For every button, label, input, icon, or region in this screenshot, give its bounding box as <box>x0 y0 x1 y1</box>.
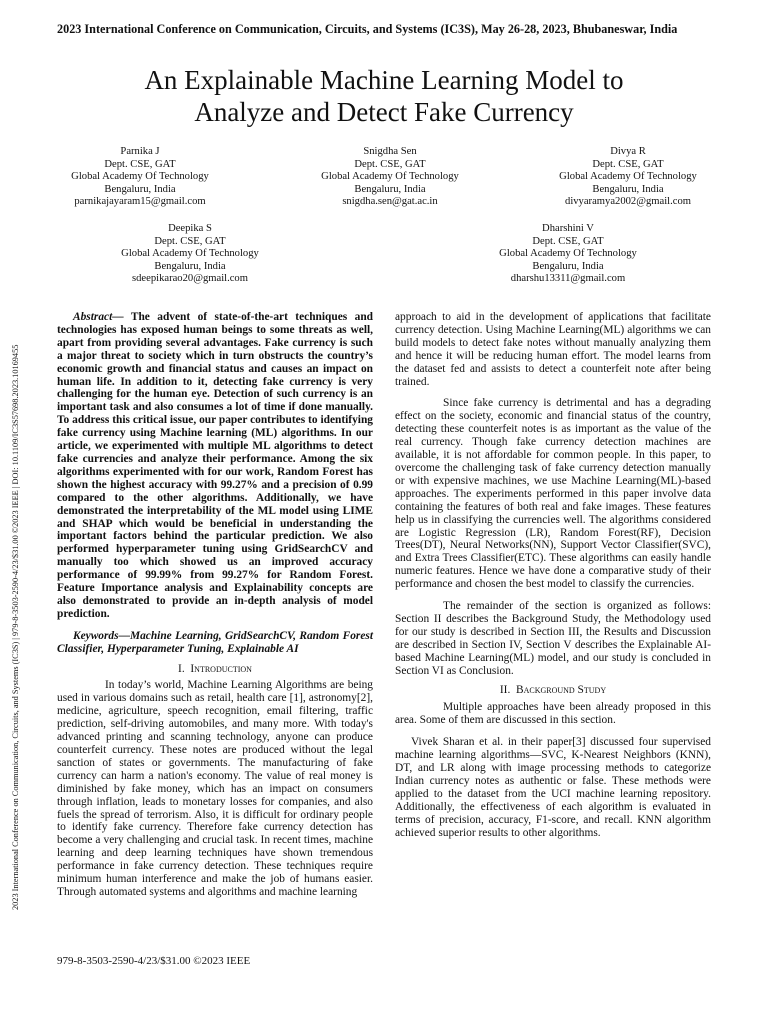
author-location: Bengaluru, India <box>532 260 604 272</box>
author-name: Deepika S <box>168 223 212 234</box>
author-org: Global Academy Of Technology <box>71 171 209 183</box>
author-location: Bengaluru, India <box>104 183 176 195</box>
keywords: Keywords—Machine Learning, GridSearchCV, Random Forest Classifier, Hyperparameter Tuning, Explainable AI <box>57 629 373 655</box>
author-block-1 <box>50 146 230 209</box>
author-dept: Dept. CSE, GAT <box>592 158 664 170</box>
right-paragraph-1: approach to aid in the development of applications that facilitate currency detection. Using Machine Learning(ML) algorithms we can build models to detect fake notes without manually analyzing them and hence it will be reducing human effort. The model learns from the dataset fed and assists to detect a counterfeit note after being trained. <box>395 311 711 388</box>
author-name: Parnika J <box>120 146 160 157</box>
right-column <box>395 311 711 839</box>
abstract-label: Abstract— <box>73 311 124 323</box>
side-doi-strip: 2023 International Conference on Communication, Circuits, and Systems (IC3S) | 979-8-3503-2590-4/23/$31.00 ©2023 IEEE | DOI: 10.1109/IC3S57698.2023.10169455 <box>11 344 20 910</box>
author-org: Global Academy Of Technology <box>121 248 259 260</box>
author-block-2 <box>300 146 480 209</box>
author-org: Global Academy Of Technology <box>499 248 637 260</box>
abstract <box>57 311 373 621</box>
author-org: Global Academy Of Technology <box>559 171 697 183</box>
author-location: Bengaluru, India <box>592 183 664 195</box>
author-email[interactable]: sdeepikarao20@gmail.com <box>132 273 248 285</box>
author-name: Divya R <box>610 146 646 157</box>
footer-copyright: 979-8-3503-2590-4/23/$31.00 ©2023 IEEE <box>57 955 251 967</box>
author-email[interactable]: parnikajayaram15@gmail.com <box>74 196 206 208</box>
author-dept: Dept. CSE, GAT <box>154 235 226 247</box>
author-email[interactable]: divyaramya2002@gmail.com <box>565 196 691 208</box>
right-paragraph-3: The remainder of the section is organized as follows: Section II describes the Background Study, the Methodology used for our study is described in Section III, the Results and Discussion are described in Section IV, Section V describes the Explainable AI-based Machine Learning(ML) model, and our study is concluded in Section VI as Conclusion. <box>395 600 711 677</box>
author-location: Bengaluru, India <box>154 260 226 272</box>
author-org: Global Academy Of Technology <box>321 171 459 183</box>
author-email[interactable]: dharshu13311@gmail.com <box>510 273 626 285</box>
author-block-5 <box>478 223 658 286</box>
author-location: Bengaluru, India <box>354 183 426 195</box>
author-name: Snigdha Sen <box>363 146 417 157</box>
author-name: Dharshini V <box>542 223 594 234</box>
title-line-1: An Explainable Machine Learning Model to <box>144 65 624 95</box>
section-heading-background: II. Background Study <box>499 684 607 697</box>
author-dept: Dept. CSE, GAT <box>532 235 604 247</box>
author-dept: Dept. CSE, GAT <box>104 158 176 170</box>
author-block-4 <box>100 223 280 286</box>
left-column <box>57 311 373 899</box>
intro-paragraph: In today’s world, Machine Learning Algorithms are being used in various domains such as retail, health care [1], astronomy[2], medicine, agriculture, speech recognition, email filtering, traffic prediction, self-driving automobiles, and many more. With today's advanced printing and scanning technology, anyone can produce counterfeit currency. These notes are produced without the legal sanction of states or governments. The manufacturing of fake currency can harm a nation's economy. The value of real money is diminished by fake money, which has an impact on consumers through inflation, leads to monetary losses for companies, and also fuels the spread of terrorism. Also, it is difficult for ordinary people to identify fake currency. Therefore fake currency detection has become a very challenging and crucial task. In recent times, machine learning and deep learning techniques have shown tremendous performance in fake currency detection. These techniques require minimum human interference and make the job of humans easier. Through automated systems and algorithms and machine learning <box>57 679 373 898</box>
paper-title <box>40 64 728 128</box>
title-line-2: Analyze and Detect Fake Currency <box>194 97 574 127</box>
section-heading-introduction: I. Introduction <box>178 662 252 675</box>
abstract-text: The advent of state-of-the-art techniques and technologies has exposed human beings to some threats as well, apart from providing several advantages. Fake currency is such a major threat to society which in turn obstructs the country’s economic growth and financial status and causes an impact on human life. In addition to it, detecting fake currency is very challenging for the human eye. Detection of such currency is an important task and also consumes a lot of time if done manually. To address this critical issue, our paper contributes to identifying fake currency using Machine learning (ML) algorithms. In our article, we experimented with multiple ML algorithms to detect fake currencies and analyze their performance. Among the six algorithms experimented with for our work, Random Forest has shown the highest accuracy with 99.27% and a precision of 0.99 compared to the other algorithms. Additionally, we have demonstrated the interpretability of the ML model using LIME and SHAP which would be beneficial in understanding the important factors behind the particular prediction. We also performed hyperparameter tuning using GridSearchCV and manually too which showed us an improved accuracy performance of 99.99% from 99.27% for Random Forest. Feature Importance analysis and Explainability concepts are also demonstrated to provide an in-depth analysis of model prediction. <box>57 311 373 620</box>
background-paragraph-2: Vivek Sharan et al. in their paper[3] discussed four supervised machine learning algorithms—SVC, K-Nearest Neighbors (KNN), DT, and LR along with image processing methods to categorize Indian currency notes as authentic or false. These methods were applied to the dataset from the UCI machine learning repository. Additionally, the effectiveness of each algorithm is evaluated in terms of precision, accuracy, F1-score, and recall. KNN algorithm achieved superior results to other algorithms. <box>395 736 711 839</box>
author-dept: Dept. CSE, GAT <box>354 158 426 170</box>
conference-header: 2023 International Conference on Communication, Circuits, and Systems (IC3S), May 26-28, 2023, Bhubaneswar, India <box>57 22 678 36</box>
right-paragraph-2: Since fake currency is detrimental and has a degrading effect on the society, economic and financial status of the country, detecting these counterfeit notes is as important as the value of the real currency. Though fake currency detection machines are available, it is not affordable for common people. In this paper, to overcome the challenging task of fake currency detection manually or with expensive machines, we use Machine Learning(ML)-based approaches. The experiments performed in this paper involve data containing the features of both real and fake images. These features help us in classifying the currencies well. The algorithms considered are Logistic Regression (LR), Random Forest(RF), Decision Trees(DT), Neural Networks(NN), Support Vector Classifier(SVC), and Extra Trees Classifier(ETC). These algorithms can easily handle numeric features. Hence we have done a comparative study of their performance and chosen the best model to classify the currencies. <box>395 397 711 591</box>
author-block-3 <box>538 146 718 209</box>
author-email[interactable]: snigdha.sen@gat.ac.in <box>342 196 438 208</box>
background-paragraph-1: Multiple approaches have been already proposed in this area. Some of them are discussed in this section. <box>395 701 711 727</box>
